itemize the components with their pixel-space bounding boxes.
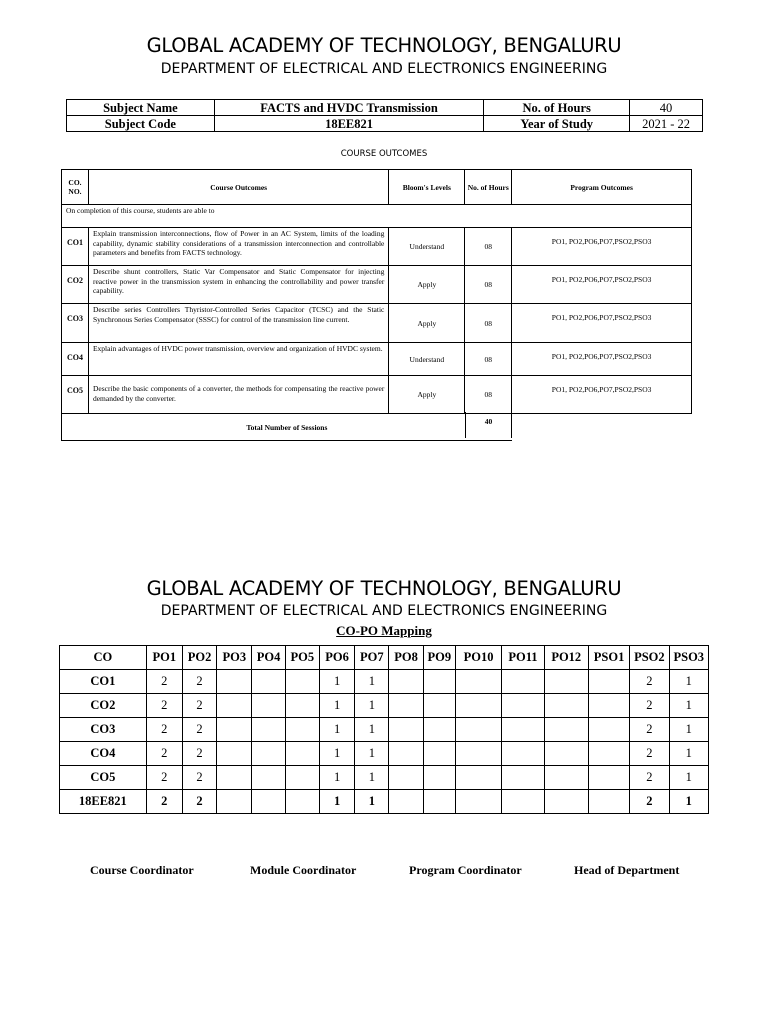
year-label: Year of Study — [484, 116, 630, 132]
mapping-cell — [544, 742, 588, 766]
co-po-mapping-table — [59, 645, 709, 814]
signature-course-coordinator: Course Coordinator — [90, 863, 194, 877]
mapping-cell — [285, 670, 319, 694]
mapping-cell: 1 — [669, 718, 708, 742]
mapping-cell — [252, 694, 285, 718]
mapping-cell: 1 — [319, 718, 354, 742]
co-po-mapping-title: CO-PO Mapping — [336, 623, 432, 638]
mapping-cell — [502, 718, 544, 742]
mapping-header-cell: PO10 — [455, 646, 501, 670]
mapping-cell: 2 — [630, 718, 669, 742]
mapping-cell: 2 — [630, 694, 669, 718]
mapping-cell — [423, 742, 455, 766]
co-bloom-level: Understand — [389, 343, 465, 376]
mapping-cell: 1 — [319, 670, 354, 694]
mapping-cell — [389, 766, 423, 790]
hours-label: No. of Hours — [484, 100, 630, 116]
outcomes-intro-text: On completion of this course, students are able to — [62, 205, 692, 228]
signature-head-of-department: Head of Department — [574, 863, 680, 877]
mapping-row — [60, 694, 709, 718]
header-course-outcomes: Course Outcomes — [88, 170, 388, 205]
header-blooms-levels: Bloom's Levels — [389, 170, 465, 205]
co-description: Explain transmission interconnections, flow of Power in an AC System, limits of the loading capability, dynamic stability considerations of a transmission interconnection and controllable parameters and benefits from FACTS technology. — [88, 228, 388, 266]
co-program-outcomes: PO1, PO2,PO6,PO7,PSO2,PSO3 — [512, 266, 692, 304]
mapping-total-cell — [217, 790, 252, 814]
mapping-total-cell: 2 — [146, 790, 182, 814]
mapping-cell: 2 — [146, 718, 182, 742]
signature-program-coordinator: Program Coordinator — [409, 863, 522, 877]
mapping-cell — [217, 718, 252, 742]
mapping-cell — [217, 766, 252, 790]
mapping-cell: 1 — [355, 694, 389, 718]
mapping-cell: 1 — [319, 766, 354, 790]
subject-name-label: Subject Name — [67, 100, 215, 116]
mapping-total-cell — [285, 790, 319, 814]
mapping-total-cell — [455, 790, 501, 814]
mapping-co-label: CO3 — [60, 718, 147, 742]
mapping-cell — [588, 670, 629, 694]
co-program-outcomes: PO1, PO2,PO6,PO7,PSO2,PSO3 — [512, 343, 692, 376]
hours-value: 40 — [630, 100, 703, 116]
mapping-cell — [502, 742, 544, 766]
outcomes-total-row — [62, 414, 692, 441]
co-number: CO2 — [62, 266, 89, 304]
mapping-total-cell — [502, 790, 544, 814]
signature-module-coordinator: Module Coordinator — [250, 863, 357, 877]
mapping-cell: 2 — [182, 694, 216, 718]
department-title: DEPARTMENT OF ELECTRICAL AND ELECTRONICS ENGINEERING — [160, 61, 608, 77]
mapping-row — [60, 670, 709, 694]
mapping-cell — [588, 742, 629, 766]
co-bloom-level: Understand — [389, 228, 465, 266]
mapping-header-cell: PO11 — [502, 646, 544, 670]
institute-title: GLOBAL ACADEMY OF TECHNOLOGY, BENGALURU — [146, 34, 622, 57]
co-hours: 08 — [465, 343, 512, 376]
total-sessions-label: Total Number of Sessions — [246, 422, 328, 432]
mapping-cell — [252, 670, 285, 694]
mapping-cell: 2 — [182, 718, 216, 742]
mapping-cell: 2 — [630, 670, 669, 694]
mapping-row — [60, 718, 709, 742]
mapping-cell: 1 — [355, 670, 389, 694]
mapping-cell — [285, 694, 319, 718]
mapping-total-cell — [389, 790, 423, 814]
co-description: Describe series Controllers Thyristor-Controlled Series Capacitor (TCSC) and the Static Synchronous Series Compensator (SSSC) for control of the transmission line current. — [88, 304, 388, 343]
mapping-header-cell: PSO1 — [588, 646, 629, 670]
mapping-cell: 2 — [146, 694, 182, 718]
outcome-row — [62, 228, 692, 266]
mapping-header-cell: CO — [60, 646, 147, 670]
subject-row-code — [67, 116, 703, 132]
mapping-cell: 1 — [669, 742, 708, 766]
header-program-outcomes: Program Outcomes — [512, 170, 692, 205]
mapping-cell — [285, 742, 319, 766]
mapping-cell — [389, 742, 423, 766]
mapping-cell — [285, 718, 319, 742]
mapping-header-cell: PO8 — [389, 646, 423, 670]
outcomes-header-row — [62, 170, 692, 205]
mapping-cell — [544, 694, 588, 718]
co-number: CO1 — [62, 228, 89, 266]
mapping-header-cell: PSO2 — [630, 646, 669, 670]
mapping-cell — [217, 742, 252, 766]
mapping-total-cell — [544, 790, 588, 814]
mapping-header-cell: PO2 — [182, 646, 216, 670]
co-program-outcomes: PO1, PO2,PO6,PO7,PSO2,PSO3 — [512, 228, 692, 266]
mapping-body — [60, 670, 709, 814]
mapping-total-cell — [252, 790, 285, 814]
mapping-total-cell — [588, 790, 629, 814]
co-description: Describe the basic components of a converter, the methods for compensating the reactive power demanded by the converter. — [88, 376, 388, 414]
mapping-header-cell: PO4 — [252, 646, 285, 670]
co-hours: 08 — [465, 266, 512, 304]
mapping-total-label: 18EE821 — [60, 790, 147, 814]
co-description: Explain advantages of HVDC power transmission, overview and organization of HVDC system. — [88, 343, 388, 376]
mapping-cell: 1 — [319, 694, 354, 718]
mapping-cell — [285, 766, 319, 790]
co-number: CO3 — [62, 304, 89, 343]
mapping-cell — [252, 742, 285, 766]
outcome-row — [62, 304, 692, 343]
outcome-row — [62, 343, 692, 376]
co-hours: 08 — [465, 376, 512, 414]
co-bloom-level: Apply — [389, 266, 465, 304]
co-program-outcomes: PO1, PO2,PO6,PO7,PSO2,PSO3 — [512, 304, 692, 343]
mapping-cell — [588, 718, 629, 742]
mapping-cell — [423, 766, 455, 790]
mapping-cell — [455, 718, 501, 742]
outcomes-intro-row — [62, 205, 692, 228]
co-hours: 08 — [465, 228, 512, 266]
mapping-cell: 2 — [630, 742, 669, 766]
mapping-cell — [544, 718, 588, 742]
mapping-header-cell: PO6 — [319, 646, 354, 670]
mapping-header-cell: PO3 — [217, 646, 252, 670]
mapping-cell — [588, 694, 629, 718]
institute-title-2: GLOBAL ACADEMY OF TECHNOLOGY, BENGALURU — [146, 577, 622, 600]
header-co-no: CO. NO. — [62, 170, 89, 205]
mapping-cell — [217, 694, 252, 718]
outcome-row — [62, 266, 692, 304]
mapping-header-cell: PO5 — [285, 646, 319, 670]
mapping-cell: 1 — [355, 766, 389, 790]
mapping-cell — [455, 742, 501, 766]
mapping-header-cell: PO9 — [423, 646, 455, 670]
mapping-cell — [423, 718, 455, 742]
mapping-cell: 1 — [355, 742, 389, 766]
mapping-cell — [423, 694, 455, 718]
mapping-row — [60, 742, 709, 766]
co-description: Describe shunt controllers, Static Var Compensator and Static Compensator for injecting reactive power in the transmission system in enhancing the controllability and power transfer capability. — [88, 266, 388, 304]
mapping-co-label: CO4 — [60, 742, 147, 766]
mapping-header-row — [60, 646, 709, 670]
mapping-cell — [252, 766, 285, 790]
co-number: CO4 — [62, 343, 89, 376]
co-number: CO5 — [62, 376, 89, 414]
mapping-cell — [544, 670, 588, 694]
mapping-total-cell: 2 — [630, 790, 669, 814]
mapping-co-label: CO1 — [60, 670, 147, 694]
subject-table — [66, 99, 703, 132]
co-program-outcomes: PO1, PO2,PO6,PO7,PSO2,PSO3 — [512, 376, 692, 414]
mapping-total-cell: 1 — [669, 790, 708, 814]
total-sessions-label-cell — [62, 414, 512, 441]
mapping-header-cell: PO12 — [544, 646, 588, 670]
mapping-total-row — [60, 790, 709, 814]
mapping-cell — [389, 670, 423, 694]
mapping-cell — [502, 670, 544, 694]
subject-code-label: Subject Code — [67, 116, 215, 132]
mapping-cell — [455, 694, 501, 718]
course-outcomes-title: COURSE OUTCOMES — [340, 149, 428, 159]
co-bloom-level: Apply — [389, 376, 465, 414]
mapping-cell — [455, 766, 501, 790]
mapping-cell — [423, 670, 455, 694]
mapping-cell: 2 — [146, 670, 182, 694]
mapping-cell — [455, 670, 501, 694]
mapping-cell — [502, 766, 544, 790]
mapping-cell: 2 — [182, 742, 216, 766]
mapping-cell: 1 — [355, 718, 389, 742]
mapping-total-cell: 1 — [355, 790, 389, 814]
mapping-total-cell: 2 — [182, 790, 216, 814]
mapping-cell — [389, 694, 423, 718]
mapping-cell: 1 — [669, 694, 708, 718]
year-value: 2021 - 22 — [630, 116, 703, 132]
mapping-cell — [217, 670, 252, 694]
mapping-cell — [389, 718, 423, 742]
mapping-row — [60, 766, 709, 790]
total-sessions-value: 40 — [465, 412, 512, 438]
department-title-2: DEPARTMENT OF ELECTRICAL AND ELECTRONICS ENGINEERING — [160, 603, 608, 619]
mapping-cell: 2 — [146, 742, 182, 766]
subject-name-value: FACTS and HVDC Transmission — [214, 100, 484, 116]
subject-row-name — [67, 100, 703, 116]
mapping-header-cell: PSO3 — [669, 646, 708, 670]
outcome-row — [62, 376, 692, 414]
header-no-of-hours: No. of Hours — [465, 170, 512, 205]
mapping-cell: 2 — [182, 670, 216, 694]
mapping-total-cell — [423, 790, 455, 814]
mapping-cell: 2 — [630, 766, 669, 790]
subject-code-value: 18EE821 — [214, 116, 484, 132]
mapping-total-cell: 1 — [319, 790, 354, 814]
mapping-co-label: CO5 — [60, 766, 147, 790]
mapping-co-label: CO2 — [60, 694, 147, 718]
mapping-cell: 1 — [669, 670, 708, 694]
mapping-cell: 1 — [669, 766, 708, 790]
mapping-cell: 1 — [319, 742, 354, 766]
mapping-cell — [252, 718, 285, 742]
mapping-cell — [502, 694, 544, 718]
mapping-cell: 2 — [182, 766, 216, 790]
mapping-header-cell: PO1 — [146, 646, 182, 670]
mapping-header-cell: PO7 — [355, 646, 389, 670]
co-hours: 08 — [465, 304, 512, 343]
mapping-cell — [544, 766, 588, 790]
mapping-cell: 2 — [146, 766, 182, 790]
course-outcomes-table — [61, 169, 692, 441]
mapping-cell — [588, 766, 629, 790]
co-bloom-level: Apply — [389, 304, 465, 343]
